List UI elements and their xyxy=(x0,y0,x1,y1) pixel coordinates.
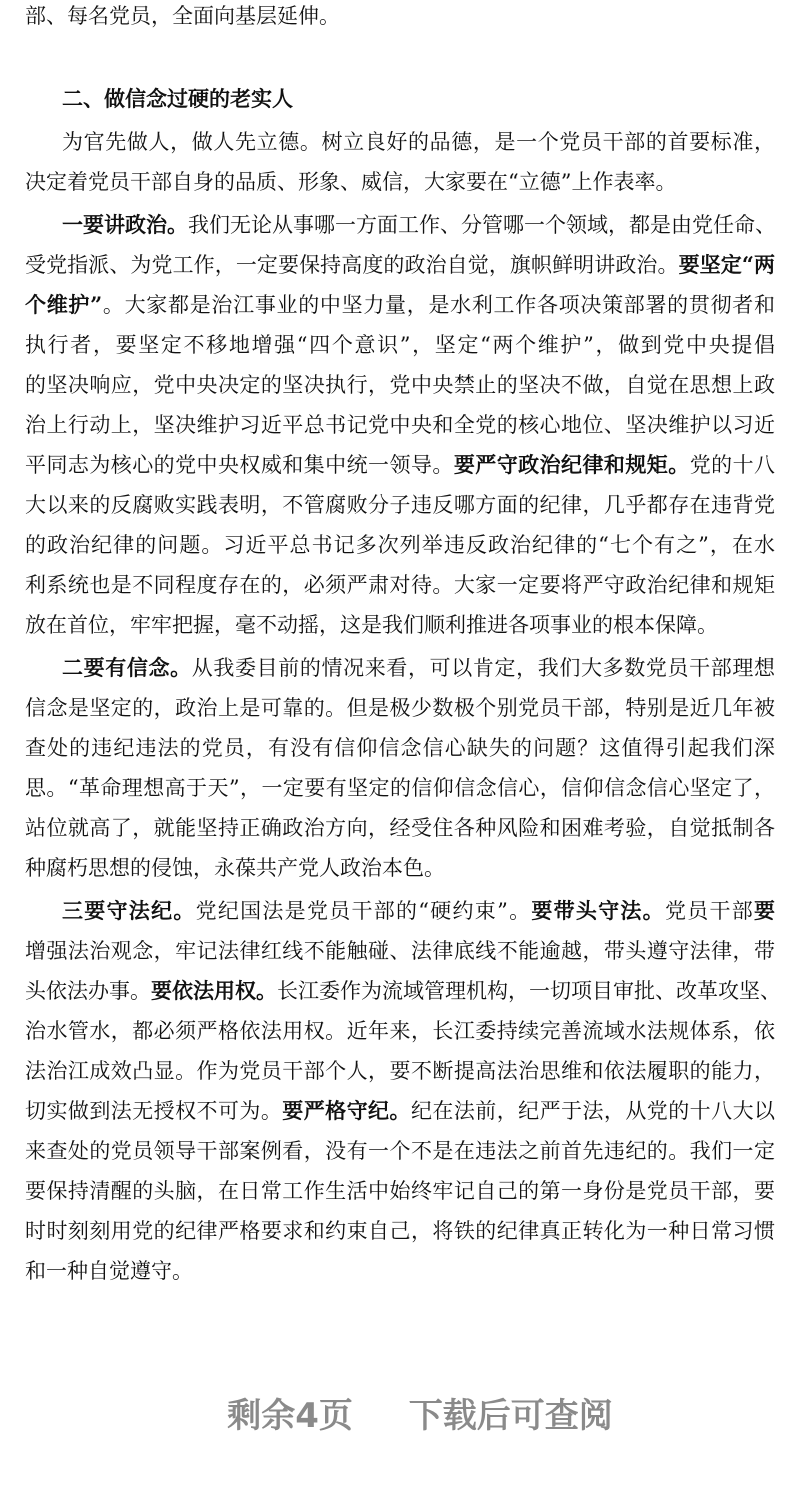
text-line xyxy=(25,525,775,565)
bold-emphasis: 要严守政治纪律和规矩。 xyxy=(453,452,690,477)
bold-emphasis: 一要讲政治。 xyxy=(62,212,188,237)
document-body xyxy=(25,0,781,1294)
text-run: 决定着党员干部自身的品质、形象、威信，大家要在“立德”上作表率。 xyxy=(25,170,677,194)
text-line xyxy=(25,565,775,605)
text-line xyxy=(25,285,775,325)
text-run: 站位就高了，就能坚持正确政治方向，经受住各种风险和困难考验，自觉抵制各 xyxy=(25,816,775,840)
text-run: 受党指派、为党工作，一定要保持高度的政治自觉，旗帜鲜明讲政治。 xyxy=(25,253,679,277)
text-line xyxy=(25,1251,775,1291)
text-line xyxy=(25,325,775,365)
text-line xyxy=(25,1131,775,1171)
text-line xyxy=(25,485,775,525)
text-line xyxy=(25,1051,775,1091)
bold-emphasis: 要坚定“两 xyxy=(678,252,775,277)
text-run: 长江委作为流域管理机构，一切项目审批、改革攻坚、 xyxy=(277,979,781,1003)
text-run: 种腐朽思想的侵蚀，永葆共产党人政治本色。 xyxy=(25,856,445,880)
text-run: 治上行动上，坚决维护习近平总书记党中央和全党的核心地位、坚决维护以习近 xyxy=(25,413,775,437)
text-run: 利系统也是不同程度存在的，必须严肃对待。大家一定要将严守政治纪律和规矩 xyxy=(25,573,775,597)
text-line xyxy=(25,768,775,808)
text-run: 和一种自觉遵守。 xyxy=(25,1259,193,1283)
text-line xyxy=(25,648,775,688)
text-line xyxy=(25,1171,775,1211)
text-run: 信念是坚定的，政治上是可靠的。但是极少数极个别党员干部，特别是近几年被 xyxy=(25,696,775,720)
text-line xyxy=(25,891,775,931)
bold-emphasis: 三要守法纪。 xyxy=(62,898,196,923)
bold-emphasis: 要依法用权。 xyxy=(151,978,277,1003)
text-line xyxy=(25,205,775,245)
text-line xyxy=(25,1011,775,1051)
text-run: 时时刻刻用党的纪律严格要求和约束自己，将铁的纪律真正转化为一种日常习惯 xyxy=(25,1219,775,1243)
text-run: 为官先做人，做人先立德。树立良好的品德，是一个党员干部的首要标准， xyxy=(62,130,775,154)
text-line xyxy=(25,848,775,888)
download-to-view-label[interactable]: 下载后可查阅 xyxy=(408,1396,613,1436)
text-run: 思。“革命理想高于天”，一定要有坚定的信仰信念信心，信仰信念信心坚定了， xyxy=(25,776,775,800)
text-run: 执行者，要坚定不移地增强“四个意识”，坚定“两个维护”，做到党中央提倡 xyxy=(25,333,775,357)
text-run: 大以来的反腐败实践表明，不管腐败分子违反哪方面的纪律，几乎都存在违背党 xyxy=(25,493,775,517)
text-line xyxy=(25,445,775,485)
text-run: 的坚决响应，党中央决定的坚决执行，党中央禁止的坚决不做，自觉在思想上政 xyxy=(25,373,775,397)
text-line xyxy=(25,245,775,285)
text-line xyxy=(25,79,775,119)
paragraph xyxy=(25,205,775,645)
text-run: 来查处的党员领导干部案例看，没有一个不是在违法之前首先违纪的。我们一定 xyxy=(25,1139,775,1163)
bold-emphasis: 要严格守纪。 xyxy=(282,1098,411,1123)
paragraph xyxy=(25,891,781,1291)
text-run: 。大家都是治江事业的中坚力量，是水利工作各项决策部署的贯彻者和 xyxy=(102,293,775,317)
paragraph xyxy=(25,122,775,202)
text-run: 纪在法前，纪严于法，从党的十八大以 xyxy=(410,1099,776,1123)
text-run: 治水管水，都必须严格依法用权。近年来，长江委持续完善流域水法规体系，依 xyxy=(25,1019,775,1043)
paragraph xyxy=(25,648,775,888)
remaining-pages-label: 剩余4页 xyxy=(227,1396,353,1436)
text-line xyxy=(25,1211,775,1251)
paragraph xyxy=(25,0,775,36)
text-run: 法治江成效凸显。作为党员干部个人，要不断提高法治思维和依法履职的能力， xyxy=(25,1059,775,1083)
text-run: 我们无论从事哪一方面工作、分管哪一个领域，都是由党任命、 xyxy=(188,213,776,237)
text-line xyxy=(25,1091,775,1131)
text-line xyxy=(25,605,775,645)
text-run: 党员干部 xyxy=(664,899,755,923)
text-line xyxy=(25,122,775,162)
text-line xyxy=(25,0,775,36)
bold-emphasis: 个维护” xyxy=(25,292,103,317)
section-heading xyxy=(25,79,775,119)
text-run: 二、做信念过硬的老实人 xyxy=(62,86,293,111)
text-run: 查处的违纪违法的党员，有没有信仰信念信心缺失的问题？这值得引起我们深 xyxy=(25,736,775,760)
text-run: 党纪国法是党员干部的“硬约束”。 xyxy=(195,899,532,923)
text-line xyxy=(25,365,775,405)
text-line xyxy=(25,162,775,202)
text-line xyxy=(25,688,775,728)
bold-emphasis: 二要有信念。 xyxy=(62,655,192,680)
text-run: 切实做到法无授权不可为。 xyxy=(25,1099,283,1123)
text-run: 头依法办事。 xyxy=(25,979,151,1003)
text-line xyxy=(25,728,775,768)
text-line xyxy=(25,971,781,1011)
text-run: 党的十八 xyxy=(689,453,776,477)
bold-emphasis: 要 xyxy=(754,898,776,923)
text-run: 要保持清醒的头脑，在日常工作生活中始终牢记自己的第一身份是党员干部，要 xyxy=(25,1179,775,1203)
text-run: 部、每名党员，全面向基层延伸。 xyxy=(25,4,340,28)
text-run: 平同志为核心的党中央权威和集中统一领导。 xyxy=(25,453,454,477)
text-run: 从我委目前的情况来看，可以肯定，我们大多数党员干部理想 xyxy=(191,656,775,680)
text-line xyxy=(25,808,775,848)
text-run: 的政治纪律的问题。习近平总书记多次列举违反政治纪律的“七个有之”，在水 xyxy=(25,533,775,557)
text-run: 增强法治观念，牢记法律红线不能触碰、法律底线不能逾越，带头遵守法律，带 xyxy=(25,939,775,963)
text-run: 放在首位，牢牢把握，毫不动摇，这是我们顺利推进各项事业的根本保障。 xyxy=(25,613,718,637)
text-line xyxy=(25,405,775,445)
download-prompt[interactable] xyxy=(0,1388,800,1437)
text-line xyxy=(25,931,775,971)
bold-emphasis: 要带头守法。 xyxy=(531,898,665,923)
